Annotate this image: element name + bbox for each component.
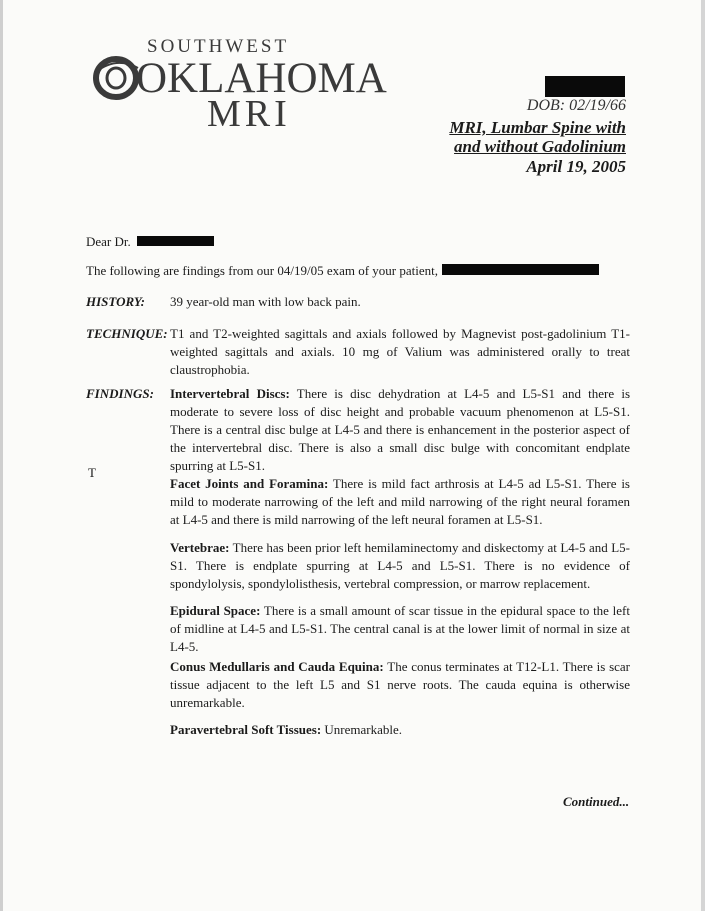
salutation: Dear Dr. [86, 234, 131, 249]
history-text: 39 year-old man with low back pain. [170, 294, 361, 309]
company-logo [92, 36, 387, 135]
exam-title-line2: and without Gadolinium [454, 137, 626, 156]
finding-text: There has been prior left hemilaminectomy and diskectomy at L4-5 and L5-S1. There is endplate spurring at L4-5 and L5-S1. There is no evidence of spondylolysis, spondylolisthesis, vertebral compression, or marrow replacement. [170, 540, 631, 591]
finding-vertebrae [170, 539, 630, 593]
technique-text: T1 and T2-weighted sagittals and axials followed by Magnevist post-gadolinium T1-weighted sagittals and axials. 10 mg of Valium was administered orally to treat claustrophobia. [170, 326, 630, 377]
redacted-patient-name-body [442, 264, 599, 275]
findings-label: FINDINGS: [86, 386, 154, 401]
finding-heading: Facet Joints and Foramina: [170, 476, 329, 491]
finding-epidural-space [170, 602, 630, 656]
logo-line-top: SOUTHWEST [147, 36, 290, 57]
finding-facet-joints [170, 475, 630, 529]
finding-conus-cauda [170, 658, 630, 712]
exam-title-line1: MRI, Lumbar Spine with [449, 118, 626, 137]
technique-label: TECHNIQUE: [86, 326, 168, 341]
redacted-patient-name [545, 76, 625, 97]
scan-edge-left [0, 0, 3, 911]
finding-text: Unremarkable. [324, 722, 403, 737]
date-of-birth: DOB: 02/19/66 [526, 97, 626, 114]
stray-mark: T [88, 465, 96, 480]
finding-intervertebral-discs [170, 385, 630, 475]
logo-line-bottom: MRI [207, 93, 291, 135]
history-label: HISTORY: [86, 294, 146, 309]
finding-heading: Conus Medullaris and Cauda Equina: [170, 659, 384, 674]
redacted-doctor-name [137, 236, 214, 246]
finding-heading: Intervertebral Discs: [170, 386, 290, 401]
exam-date: April 19, 2005 [526, 157, 626, 176]
finding-text: There is disc dehydration at L4-5 and L5-S1 and there is moderate to severe loss of disc height and probable vacuum phenomenon at L5-S1. There is a central disc bulge at L4-5 and there is enhancement in the posterior aspect of the intervertebral disc. There is also a small disc bulge with concomitant endplate spurring at L5-S1. [170, 386, 631, 473]
scan-edge-right [701, 0, 705, 911]
intro-sentence: The following are findings from our 04/19/05 exam of your patient, [86, 263, 439, 278]
finding-text: There is a small amount of scar tissue in the epidural space to the left of midline at L4-5 and L5-S1. The central canal is at the lower limit of normal in size at L4-5. [170, 603, 630, 654]
finding-text: There is mild fact arthrosis at L4-5 ad L5-S1. There is mild to moderate narrowing of the left and mild narrowing of the right neural foramen at L4-5 and there is mild narrowing of the left neural foramen at L5-S1. [170, 476, 630, 527]
finding-heading: Vertebrae: [170, 540, 230, 555]
finding-paravertebral [170, 721, 630, 739]
finding-heading: Paravertebral Soft Tissues: [170, 722, 322, 737]
continued-note: Continued... [563, 794, 630, 809]
finding-heading: Epidural Space: [170, 603, 261, 618]
logo-line-middle: OKLAHOMA [136, 55, 387, 102]
finding-text: The conus terminates at T12-L1. There is scar tissue adjacent to the left L5 and S1 nerve roots. The cauda equina is otherwise unremarkable. [170, 659, 631, 710]
